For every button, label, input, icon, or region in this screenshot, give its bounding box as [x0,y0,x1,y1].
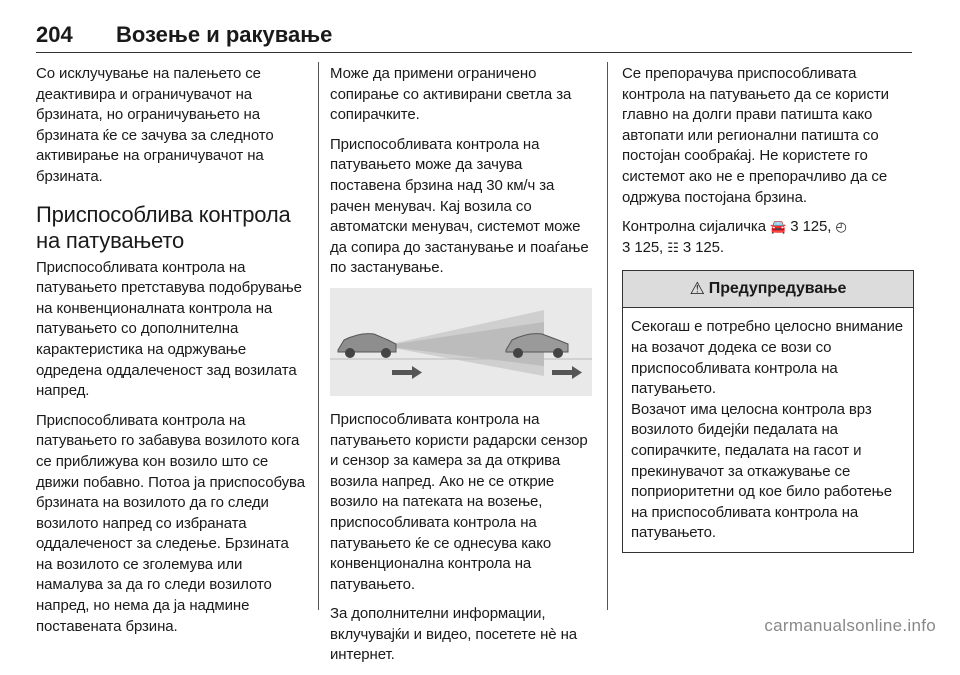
column-left [36,64,308,646]
body-paragraph: Приспособливата контрола на патувањето претставува подобрување на конвенционалната контрола на патувањето со дополнителна карактеристика на одржување одредена оддалеченост зад возилата напред. [36,258,302,400]
direction-arrow [392,366,422,379]
column-right [622,64,918,553]
cruise-control-icon: ◴ [835,219,847,235]
body-paragraph: За дополнителни информации, вклучувајќи и видео, посетете нè на интернет. [330,605,578,664]
watermark: carmanualsonline.info [764,616,936,635]
illustration-svg [330,288,592,396]
warning-body [623,308,913,552]
page-reference: 125. [695,238,724,256]
body-paragraph: Се препорачува приспособливата контрола на патувањето да се користи главно на долги прави патишта како автопати или регионални патишта со постојан сообраќај. Не користете го системот ако не е препорачливо да се одржува постојана брзина. [622,65,889,206]
body-paragraph: Приспособливата контрола на патувањето го забавува возилото кога се приближува кон возило што се движи побавно. Потоа ја приспособува брзината на возилото да го следи возилото напред со избраната оддалеченост за следење. Брзината на возилото се зголемува или намалува за да го следи возилото напред, но нема да ја надмине поставената брзина. [36,411,305,635]
page-number: 204 [36,22,73,47]
warning-title: Предупредување [708,280,847,298]
column-divider [318,62,319,610]
column-divider [607,62,608,610]
car-icon: 🚘 [770,219,787,235]
car-icon [338,334,396,358]
warning-triangle-icon: ⚠ [689,279,705,299]
warning-box [622,270,914,553]
warning-paragraph: Возачот има целосна контрола врз возилото бидејќи педалата на сопирачките, педалата на гасот и прекинувачот за откажување се поприоритетни од кое било работење на приспособливата контрола на патувањето. [631,400,892,542]
reference-arrow-icon: 3 [682,238,692,256]
body-paragraph: Приспособливата контрола на патувањето може да зачува поставена брзина над 30 км/ч за рачен менувач. Кај возила со автоматски менувач, системот може да сопира до застанување и поаѓање по застанување. [330,135,589,277]
lamps-label: Контролна сијаличка [622,218,766,236]
lane-car-icon: ☷ [667,239,679,255]
section-heading: Приспособлива контрола на патувањето [36,201,291,253]
indicator-reference [622,217,918,258]
page-header [36,18,912,53]
section-title: Возење и ракување [116,22,333,47]
reference-arrow-icon: 3 [790,218,799,236]
direction-arrow [552,366,582,379]
intro-paragraph: Со исклучување на палењето се деактивира и ограничувачот на брзината, но ограничувањето на брзината ќе се зачува за следното активирање на ограничувачот на брзината. [36,65,274,185]
page-reference: 125, [634,238,664,256]
adaptive-cruise-illustration [330,288,592,396]
page-reference: 125, [802,218,832,236]
column-middle [330,64,596,675]
warning-paragraph: Секогаш е потребно целосно внимание на возачот додека се вози со приспособливата контрола на патувањето. [631,318,903,398]
reference-arrow-icon: 3 [622,238,631,256]
warning-header [623,271,913,308]
body-paragraph: Приспособливата контрола на патувањето користи радарски сензор и сензор за камера за да открива возила напред. Ако не се открие возило на патеката на возење, приспособливата контрола на патувањето ќе се однесува како конвенционална контрола на патувањето. [330,410,588,593]
body-paragraph: Може да примени ограничено сопирање со активирани светла за сопирачките. [330,65,572,124]
